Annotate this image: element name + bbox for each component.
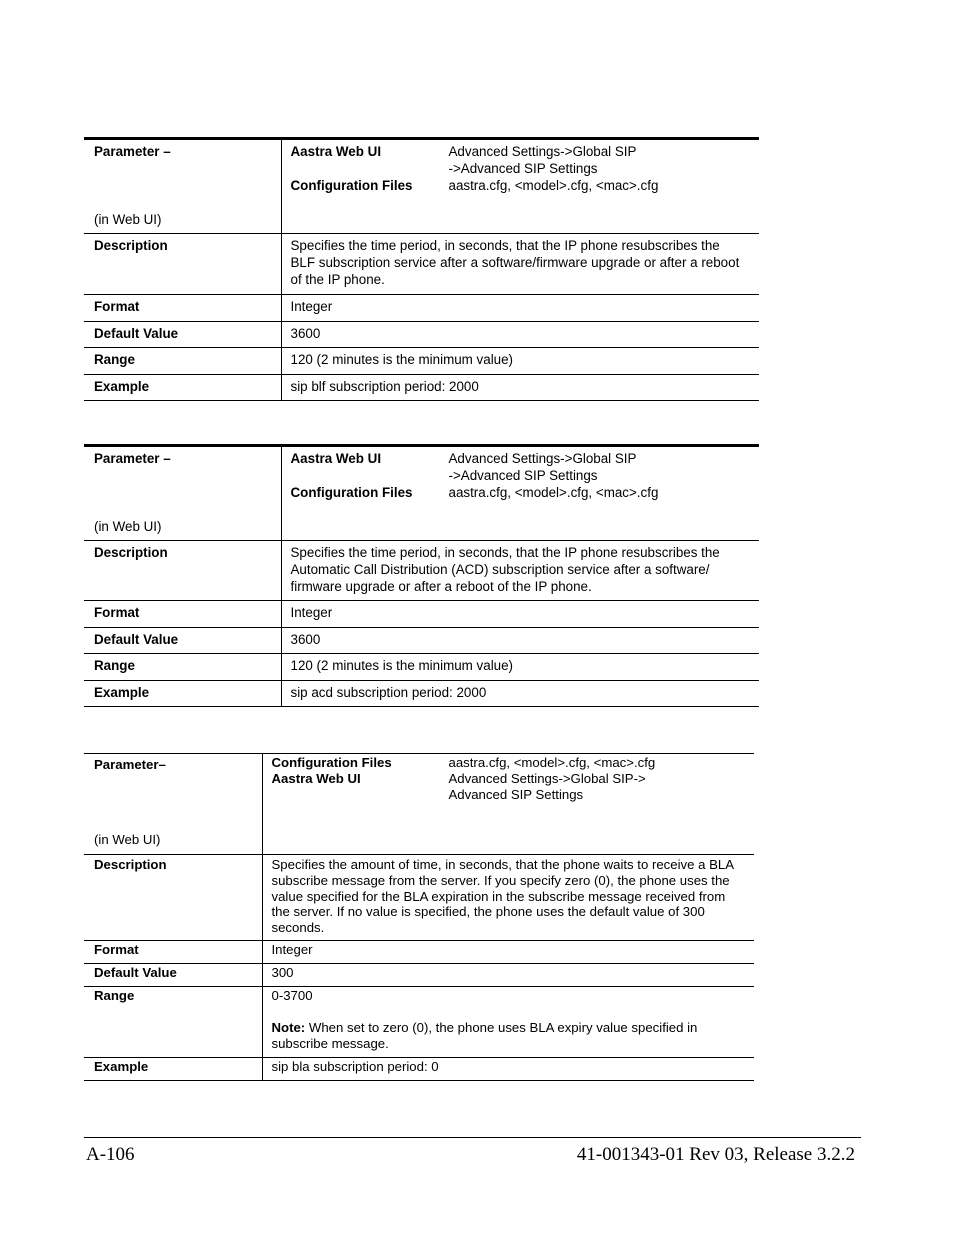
row-value: sip bla subscription period: 0 — [271, 1059, 439, 1074]
aastra-web-ui-path-line2: ->Advanced SIP Settings — [448, 161, 598, 176]
table-row — [84, 628, 759, 654]
config-files-label: Configuration Files — [290, 485, 413, 500]
row-label: Example — [84, 681, 281, 707]
parameter-header-row — [84, 446, 759, 541]
table-row — [84, 941, 754, 964]
aastra-web-ui-label: Aastra Web UI — [271, 771, 361, 786]
parameter-header-row — [84, 754, 754, 855]
in-web-ui-label: (in Web UI) — [94, 832, 161, 847]
table-row — [84, 348, 759, 375]
table-row — [84, 375, 759, 401]
row-value: 0-3700 — [271, 988, 313, 1003]
row-value: sip acd subscription period: 2000 — [290, 685, 487, 700]
row-value: Specifies the amount of time, in seconds, that the phone waits to receive a BLA subscribe message from the server. If you specify zero (0), the phone uses the value specified for the BLA expiration in the subscribe message received from the server. If no value is specified, the phone uses the default value of 300 seconds. — [271, 857, 734, 936]
in-web-ui-label: (in Web UI) — [94, 519, 162, 534]
note-label: Note: — [271, 1019, 306, 1035]
table-row — [84, 1058, 754, 1081]
row-label: Default Value — [84, 628, 281, 654]
row-value: Integer — [290, 605, 333, 620]
row-label: Range — [84, 348, 281, 375]
row-label: Description — [84, 541, 281, 601]
table-row — [84, 681, 759, 707]
range-note — [272, 1020, 755, 1053]
aastra-web-ui-path-line1: Advanced Settings->Global SIP-> — [448, 771, 646, 786]
parameter-sources-cell — [281, 446, 759, 541]
table-row — [84, 541, 759, 601]
row-value: 300 — [271, 965, 294, 980]
row-label: Description — [84, 234, 281, 295]
aastra-web-ui-label: Aastra Web UI — [290, 144, 382, 159]
parameter-cell — [84, 754, 262, 855]
row-label: Range — [84, 987, 262, 1058]
table-row — [84, 654, 759, 681]
parameter-table-bla — [84, 753, 754, 1081]
parameter-header-row — [84, 139, 759, 234]
parameter-cell — [84, 139, 281, 234]
config-files-label: Configuration Files — [271, 755, 392, 770]
parameter-table-blf — [84, 137, 759, 401]
parameter-label: Parameter – — [94, 144, 171, 159]
table-row — [84, 987, 754, 1058]
table-row — [84, 322, 759, 348]
config-files-value: aastra.cfg, <model>.cfg, <mac>.cfg — [448, 755, 656, 770]
aastra-web-ui-path-line2: ->Advanced SIP Settings — [448, 468, 598, 483]
row-value: 120 (2 minutes is the minimum value) — [290, 352, 514, 367]
table-row — [84, 295, 759, 322]
row-label: Range — [84, 654, 281, 681]
range-cell — [262, 987, 754, 1058]
row-label: Default Value — [84, 322, 281, 348]
table-row — [84, 964, 754, 987]
aastra-web-ui-path-line1: Advanced Settings->Global SIP — [448, 144, 637, 159]
footer-divider — [84, 1137, 861, 1138]
row-value: 3600 — [290, 326, 321, 341]
row-label: Format — [84, 295, 281, 322]
row-label: Format — [84, 601, 281, 628]
config-files-label: Configuration Files — [290, 178, 413, 193]
table-row — [84, 601, 759, 628]
row-value: Specifies the time period, in seconds, that the IP phone resubscribes the BLF subscription service after a software/firmware upgrade or after a reboot of the IP phone. — [290, 238, 740, 287]
aastra-web-ui-path-line2: Advanced SIP Settings — [448, 787, 584, 802]
config-files-value: aastra.cfg, <model>.cfg, <mac>.cfg — [448, 178, 659, 193]
note-text: When set to zero (0), the phone uses BLA expiry value specified in subscribe message. — [271, 1019, 698, 1051]
page-number: A-106 — [86, 1144, 135, 1165]
row-label: Default Value — [84, 964, 262, 987]
parameter-sources-cell — [281, 139, 759, 234]
parameter-label: Parameter– — [94, 757, 166, 772]
parameter-sources-cell — [262, 754, 754, 855]
row-value: 3600 — [290, 632, 321, 647]
row-label: Format — [84, 941, 262, 964]
aastra-web-ui-path-line1: Advanced Settings->Global SIP — [448, 451, 637, 466]
row-label: Example — [84, 375, 281, 401]
table-row — [84, 234, 759, 295]
in-web-ui-label: (in Web UI) — [94, 212, 162, 227]
parameter-table-acd — [84, 444, 759, 707]
table-row — [84, 855, 754, 941]
row-value: Integer — [290, 299, 333, 314]
row-label: Example — [84, 1058, 262, 1081]
row-value: sip blf subscription period: 2000 — [290, 379, 479, 394]
document-id: 41-001343-01 Rev 03, Release 3.2.2 — [576, 1144, 855, 1165]
row-label: Description — [84, 855, 262, 941]
config-files-value: aastra.cfg, <model>.cfg, <mac>.cfg — [448, 485, 659, 500]
aastra-web-ui-label: Aastra Web UI — [290, 451, 382, 466]
row-value: Specifies the time period, in seconds, that the IP phone resubscribes the Automatic Call Distribution (ACD) subscription service after a software/ firmware upgrade or after a reboot of the IP phone. — [290, 545, 720, 594]
row-value: 120 (2 minutes is the minimum value) — [290, 658, 514, 673]
row-value: Integer — [271, 942, 313, 957]
parameter-cell — [84, 446, 281, 541]
parameter-label: Parameter – — [94, 451, 171, 466]
